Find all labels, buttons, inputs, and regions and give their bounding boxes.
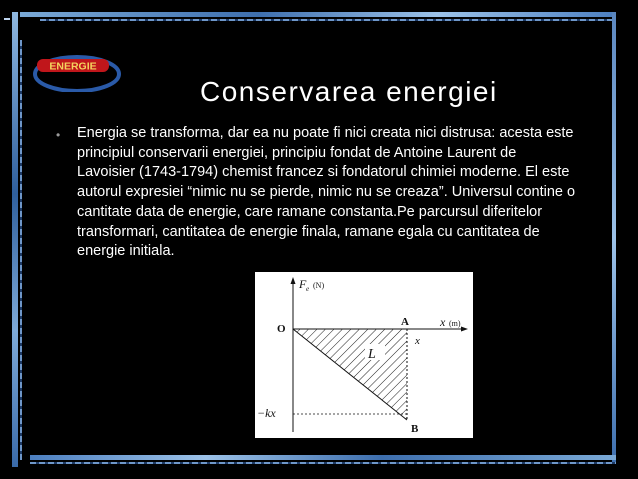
slide-title: Conservarea energiei — [200, 76, 498, 107]
point-a-label: A — [401, 316, 409, 328]
x-axis-unit: (m) — [449, 319, 461, 328]
point-b-label: B — [411, 423, 419, 435]
frame-bar-right — [612, 12, 616, 464]
frame-tick — [4, 18, 10, 20]
point-origin-label: O — [277, 323, 286, 335]
x-axis-arrow — [461, 327, 468, 332]
frame-bar-left — [12, 12, 18, 467]
frame-bar-bottom-dashed — [30, 462, 616, 464]
energie-logo — [33, 50, 121, 92]
frame-bar-top-dashed — [40, 19, 616, 21]
force-graph-figure — [255, 272, 473, 438]
area-label: L — [368, 347, 376, 362]
y-axis-label-sub: e — [306, 285, 310, 293]
bullet-text: Energia se transforma, dar ea nu poate fi nici creata nici distrusa: acesta este principiul conservarii energiei, principiu fondat de Antoine Laurent de Lavoisier (1743-1794) chemist francez si fondatorul chimiei moderne. El este autorul expresiei “nimic nu se pierde, nimic nu se creaza”. Universul contine o cantitate data de energie, care ramane constanta.Pe parcursul diferitelor transformari, cantitatea de energie finala, ramane egala cu cantitatea de energie initiala. — [77, 125, 576, 260]
bullet-marker: • — [56, 128, 61, 142]
neg-kx-label: −kx — [257, 406, 276, 420]
y-axis-arrow — [291, 277, 296, 284]
y-axis-unit: (N) — [313, 281, 325, 290]
frame-bar-bottom — [30, 455, 616, 460]
frame-bar-top — [20, 12, 616, 17]
point-x-label: x — [415, 335, 420, 347]
y-axis-label: F — [299, 277, 307, 291]
logo-text: ENERGIE — [49, 60, 97, 73]
x-axis-label: x — [440, 315, 446, 329]
frame-bar-left-dashed — [20, 40, 22, 460]
